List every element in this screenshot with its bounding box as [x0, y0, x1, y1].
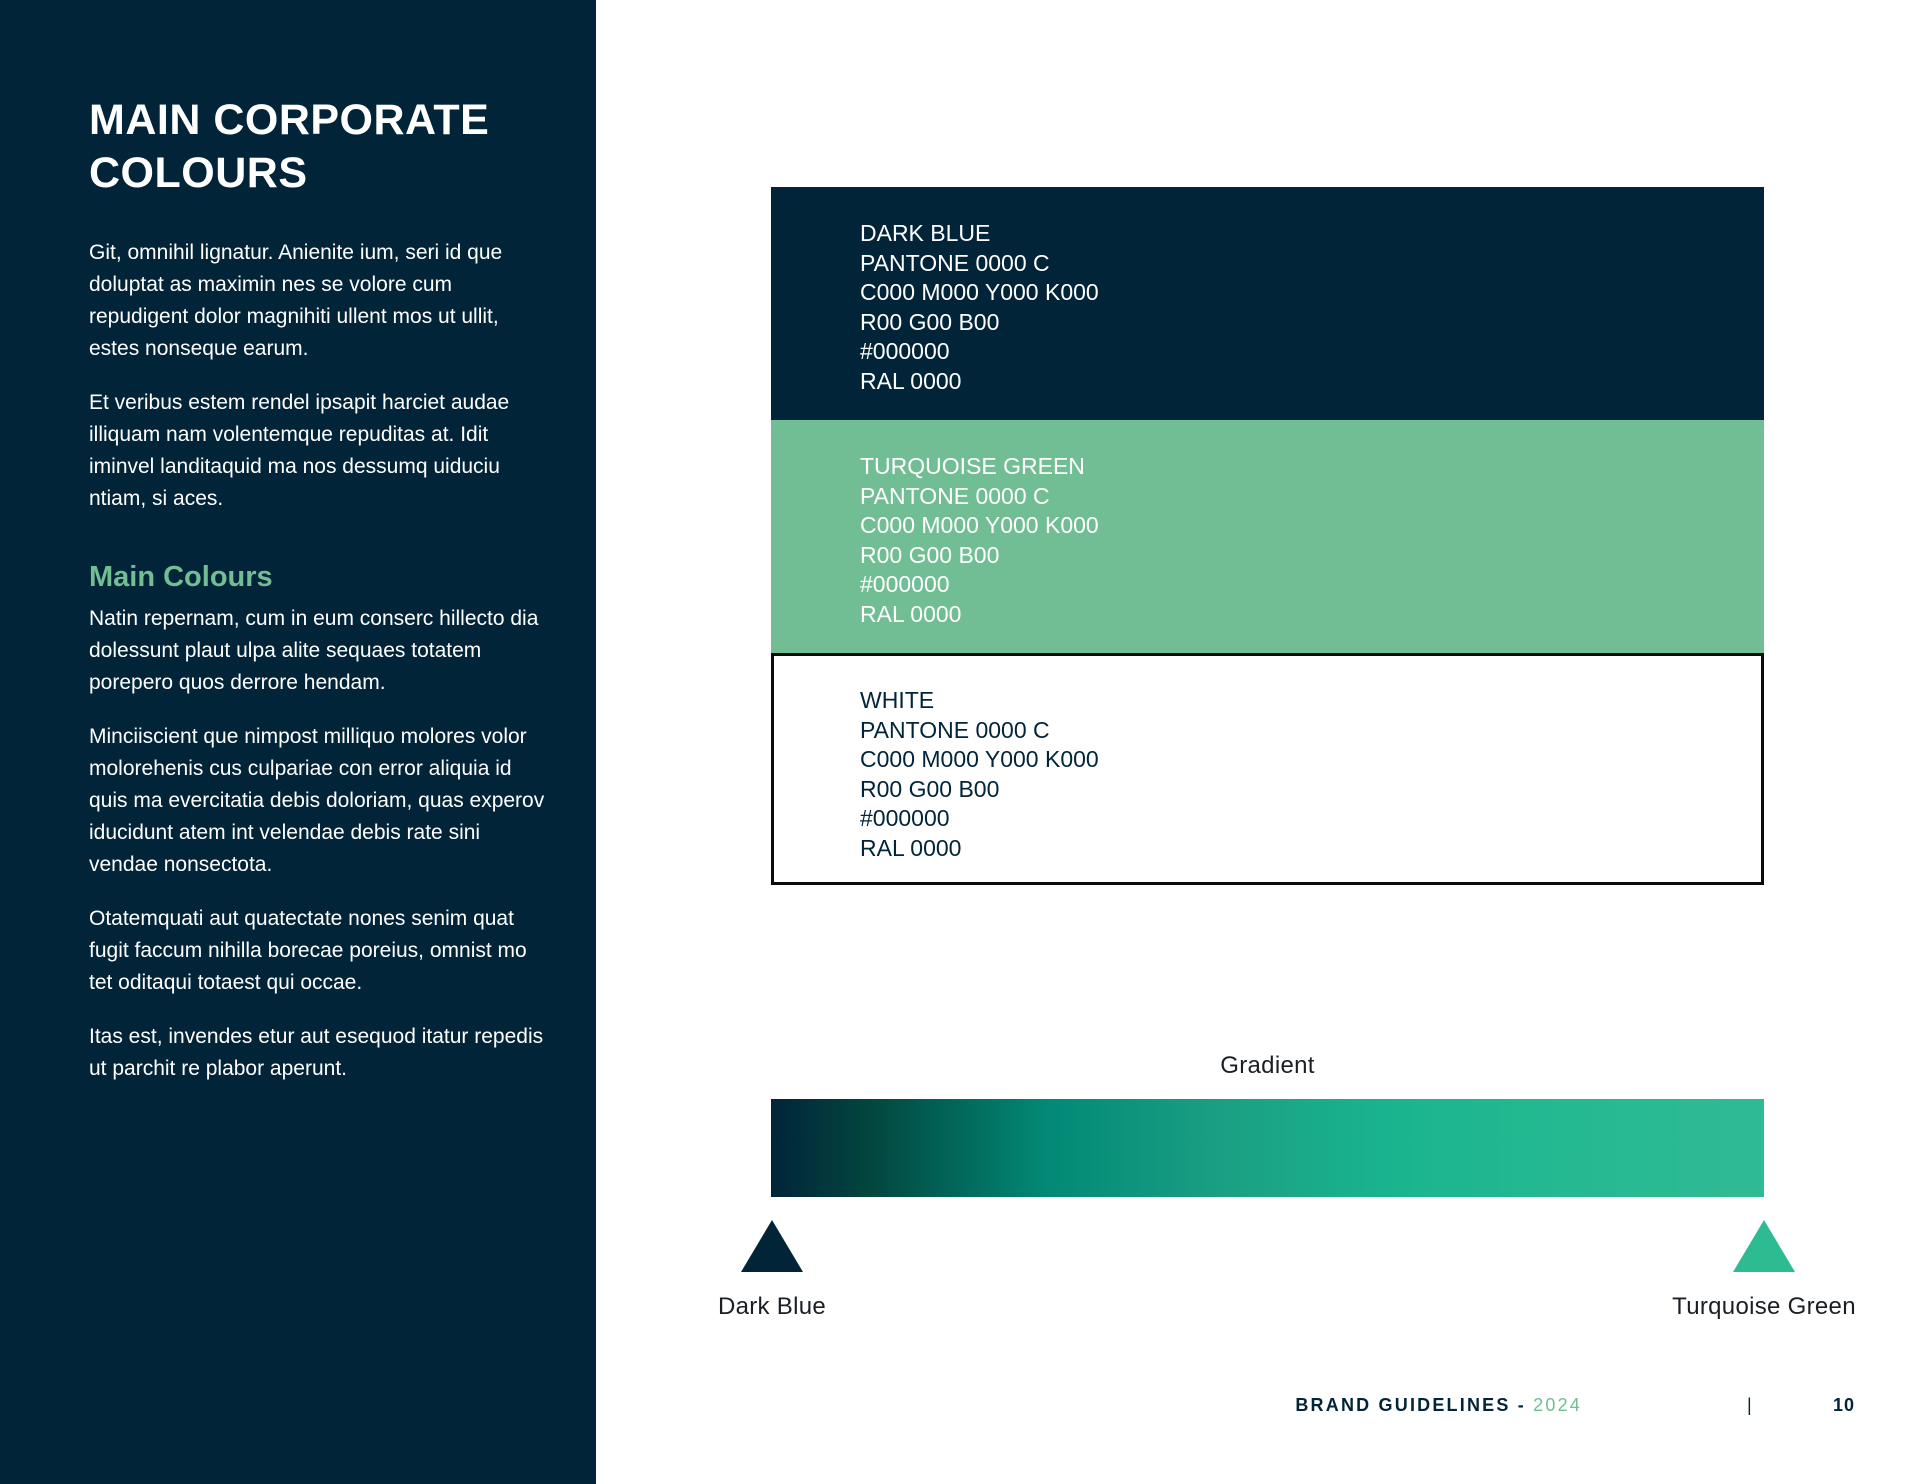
swatch-cmyk: C000 M000 Y000 K000	[860, 279, 1099, 305]
colour-swatches	[771, 187, 1764, 885]
swatch-white	[771, 653, 1764, 885]
swatch-rgb: R00 G00 B00	[860, 541, 1000, 568]
swatch-pantone: PANTONE 0000 C	[860, 716, 1050, 743]
swatch-cmyk: C000 M000 Y000 K000	[860, 512, 1099, 538]
footer-year: 2024	[1533, 1395, 1582, 1415]
swatch-name: DARK BLUE	[860, 220, 991, 246]
body-paragraph-5: Otatemquati aut quatectate nones senim quat fugit faccum nihilla borecae poreius, omnist mo tet oditaqui totaest qui occae.	[89, 907, 527, 994]
dark-blue-marker-triangle-icon	[741, 1220, 803, 1272]
swatch-pantone: PANTONE 0000 C	[860, 249, 1050, 276]
swatch-hex: #000000	[860, 805, 950, 831]
swatch-name: WHITE	[860, 687, 935, 713]
swatch-hex: #000000	[860, 571, 950, 597]
swatch-name: TURQUOISE GREEN	[860, 453, 1085, 479]
body-paragraph-3: Natin repernam, cum in eum conserc hillecto dia dolessunt plaut ulpa alite sequaes totatem porepero quos derrore hendam.	[89, 607, 539, 694]
intro-paragraph-1: Git, omnihil lignatur. Anienite ium, seri id que doluptat as maximin nes se volore cum repudigent dolor magnihiti ullent mos ut ullit, estes nonseque earum.	[89, 241, 503, 360]
page-footer	[1295, 1395, 1860, 1423]
swatch-turquoise-green	[771, 420, 1764, 653]
page-title	[89, 94, 519, 200]
body-paragraph-4: Minciiscient que nimpost milliquo molores volor molorehenis cus culpariae con error aliquia id quis ma evercitatia debis doloriam, quas experov iducidunt atem int velendae debis rate sini vendae nonsectota.	[89, 725, 545, 876]
page-number: 10	[1832, 1395, 1855, 1415]
sidebar-panel	[0, 0, 596, 1484]
swatch-cmyk: C000 M000 Y000 K000	[860, 746, 1099, 772]
section-subtitle: Main Colours	[89, 561, 273, 593]
gradient-bar	[771, 1099, 1764, 1197]
swatch-rgb: R00 G00 B00	[860, 308, 1000, 335]
swatch-ral: RAL 0000	[860, 834, 962, 861]
swatch-ral: RAL 0000	[860, 367, 962, 394]
footer-brand	[1295, 1395, 1582, 1416]
turquoise-green-marker-triangle-icon	[1733, 1220, 1795, 1272]
gradient-label: Gradient	[1220, 1052, 1315, 1079]
swatch-dark-blue	[771, 187, 1764, 420]
body-paragraph-6: Itas est, invendes etur aut esequod itatur repedis ut parchit re plabor aperunt.	[89, 1025, 544, 1080]
footer-brand-text: BRAND GUIDELINES -	[1295, 1395, 1534, 1415]
footer-separator: |	[1747, 1395, 1754, 1415]
page-title-line-1: MAIN CORPORATE	[89, 96, 490, 144]
swatch-hex: #000000	[860, 338, 950, 364]
swatch-pantone: PANTONE 0000 C	[860, 482, 1050, 509]
gradient-end-label: Turquoise Green	[1672, 1293, 1856, 1320]
swatch-ral: RAL 0000	[860, 600, 962, 627]
intro-paragraph-2: Et veribus estem rendel ipsapit harciet audae illiquam nam volentemque repuditas at. Idit iminvel landitaquid ma nos dessumq uiduciu ntiam, si aces.	[89, 391, 510, 510]
gradient-start-label: Dark Blue	[717, 1293, 827, 1320]
page-title-line-2: COLOURS	[89, 149, 308, 197]
swatch-rgb: R00 G00 B00	[860, 775, 1000, 802]
